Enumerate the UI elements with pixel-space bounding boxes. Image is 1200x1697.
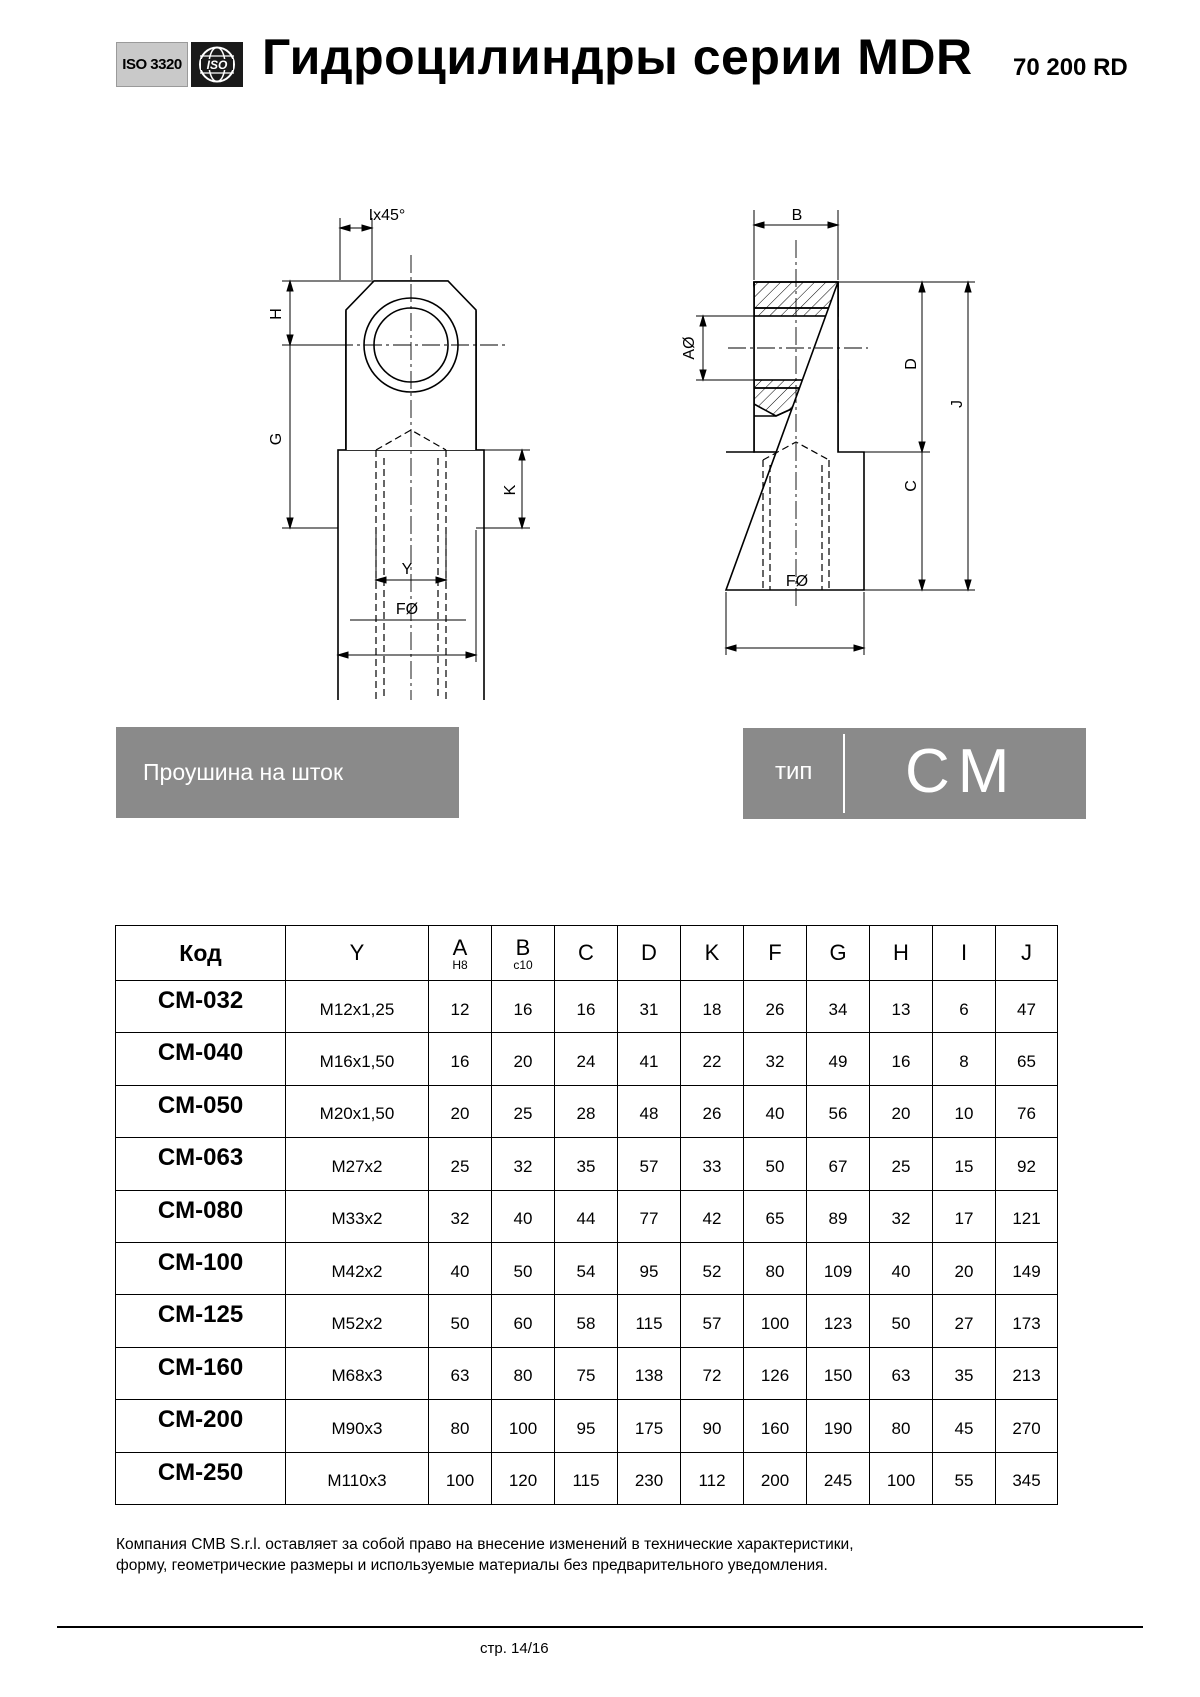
table-cell: 121 xyxy=(996,1190,1058,1242)
product-code-cell: CM-040 xyxy=(116,1033,286,1085)
table-header-row xyxy=(116,926,1058,981)
table-cell: 45 xyxy=(933,1400,996,1452)
table-cell: 270 xyxy=(996,1400,1058,1452)
table-cell: 16 xyxy=(429,1033,492,1085)
table-cell: 16 xyxy=(492,981,555,1033)
table-cell: 109 xyxy=(807,1242,870,1294)
dimensions-table xyxy=(115,925,1058,1505)
table-cell: 16 xyxy=(555,981,618,1033)
table-cell: 26 xyxy=(681,1085,744,1137)
table-cell: 213 xyxy=(996,1347,1058,1399)
column-header-tolerance: c10 xyxy=(513,958,533,972)
dim-label-d: D xyxy=(903,358,920,370)
table-cell: 95 xyxy=(555,1400,618,1452)
column-header-f xyxy=(744,926,807,981)
dim-label-f-front: FØ xyxy=(395,601,419,618)
table-cell: 75 xyxy=(555,1347,618,1399)
table-cell: 67 xyxy=(807,1138,870,1190)
product-code-cell: CM-080 xyxy=(116,1190,286,1242)
table-cell: 50 xyxy=(744,1138,807,1190)
table-cell: 149 xyxy=(996,1242,1058,1294)
table-cell: 150 xyxy=(807,1347,870,1399)
table-cell: 63 xyxy=(870,1347,933,1399)
table-cell: 138 xyxy=(618,1347,681,1399)
table-cell: 65 xyxy=(744,1190,807,1242)
table-cell: 32 xyxy=(744,1033,807,1085)
product-name-box xyxy=(116,727,459,818)
product-code-cell: CM-063 xyxy=(116,1138,286,1190)
table-cell: 115 xyxy=(555,1452,618,1504)
table-cell: 32 xyxy=(870,1190,933,1242)
table-cell: 6 xyxy=(933,981,996,1033)
page-title: Гидроцилиндры серии MDR xyxy=(262,29,973,85)
table-cell: M27x2 xyxy=(286,1138,429,1190)
table-cell: 63 xyxy=(429,1347,492,1399)
table-cell: 175 xyxy=(618,1400,681,1452)
table-cell: 20 xyxy=(429,1085,492,1137)
table-cell: 28 xyxy=(555,1085,618,1137)
table-cell: 42 xyxy=(681,1190,744,1242)
table-cell: 100 xyxy=(429,1452,492,1504)
table-cell: 200 xyxy=(744,1452,807,1504)
table-cell: 26 xyxy=(744,981,807,1033)
table-cell: 40 xyxy=(870,1242,933,1294)
table-cell: 126 xyxy=(744,1347,807,1399)
disclaimer-line-1: Компания CMB S.r.l. оставляет за собой право на внесение изменений в технические характеристики, xyxy=(116,1536,854,1553)
column-header-g xyxy=(807,926,870,981)
table-cell: M42x2 xyxy=(286,1242,429,1294)
column-header-a xyxy=(429,926,492,981)
table-cell: 20 xyxy=(933,1242,996,1294)
disclaimer-line-2: форму, геометрические размеры и используемые материалы без предварительного уведомления. xyxy=(116,1557,828,1574)
product-type-box xyxy=(743,728,1086,819)
table-cell: 76 xyxy=(996,1085,1058,1137)
table-cell: 50 xyxy=(870,1295,933,1347)
table-cell: 230 xyxy=(618,1452,681,1504)
column-header-d xyxy=(618,926,681,981)
column-header-i xyxy=(933,926,996,981)
dim-label-y: Y xyxy=(401,561,413,578)
table-cell: M33x2 xyxy=(286,1190,429,1242)
table-cell: 44 xyxy=(555,1190,618,1242)
product-code-cell: CM-032 xyxy=(116,981,286,1033)
iso-standard-badge: ISO 3320 xyxy=(116,42,188,87)
dim-label-chamfer: Ix45° xyxy=(368,207,406,224)
table-cell: 52 xyxy=(681,1242,744,1294)
table-cell: 35 xyxy=(933,1347,996,1399)
table-cell: 33 xyxy=(681,1138,744,1190)
table-row xyxy=(116,1295,1058,1347)
table-cell: 25 xyxy=(492,1085,555,1137)
table-row xyxy=(116,1033,1058,1085)
column-header-label: F xyxy=(768,940,782,965)
column-header-label: K xyxy=(704,940,720,965)
table-cell: 58 xyxy=(555,1295,618,1347)
table-cell: 80 xyxy=(492,1347,555,1399)
table-cell: 123 xyxy=(807,1295,870,1347)
product-code-cell: CM-160 xyxy=(116,1347,286,1399)
table-cell: 20 xyxy=(492,1033,555,1085)
product-code-cell: CM-250 xyxy=(116,1452,286,1504)
table-row xyxy=(116,1190,1058,1242)
column-header-label: A xyxy=(452,935,468,960)
column-header-label: J xyxy=(1021,940,1032,965)
disclaimer-note xyxy=(116,1534,854,1576)
column-header-k xyxy=(681,926,744,981)
table-cell: 12 xyxy=(429,981,492,1033)
table-row xyxy=(116,1138,1058,1190)
document-code: 70 200 RD xyxy=(1013,54,1128,81)
table-cell: 60 xyxy=(492,1295,555,1347)
column-header-label: Код xyxy=(179,939,222,966)
table-cell: 25 xyxy=(870,1138,933,1190)
table-row xyxy=(116,1242,1058,1294)
table-cell: 25 xyxy=(429,1138,492,1190)
table-cell: 115 xyxy=(618,1295,681,1347)
table-cell: 10 xyxy=(933,1085,996,1137)
column-header-label: D xyxy=(641,940,657,965)
table-cell: 49 xyxy=(807,1033,870,1085)
product-code-cell: CM-050 xyxy=(116,1085,286,1137)
table-cell: 22 xyxy=(681,1033,744,1085)
table-cell: 50 xyxy=(492,1242,555,1294)
column-header-code xyxy=(116,926,286,981)
table-cell: 20 xyxy=(870,1085,933,1137)
table-row xyxy=(116,1400,1058,1452)
column-header-label: C xyxy=(578,940,594,965)
table-cell: 54 xyxy=(555,1242,618,1294)
svg-text:ISO: ISO xyxy=(206,58,228,72)
table-body xyxy=(116,981,1058,1505)
table-cell: 112 xyxy=(681,1452,744,1504)
table-cell: 160 xyxy=(744,1400,807,1452)
type-divider xyxy=(843,734,845,813)
column-header-h xyxy=(870,926,933,981)
table-cell: 100 xyxy=(870,1452,933,1504)
table-cell: 80 xyxy=(744,1242,807,1294)
table-cell: 17 xyxy=(933,1190,996,1242)
column-header-b xyxy=(492,926,555,981)
table-cell: 80 xyxy=(870,1400,933,1452)
table-cell: 245 xyxy=(807,1452,870,1504)
table-cell: 15 xyxy=(933,1138,996,1190)
table-cell: M90x3 xyxy=(286,1400,429,1452)
table-cell: 8 xyxy=(933,1033,996,1085)
column-header-y xyxy=(286,926,429,981)
table-cell: M16x1,50 xyxy=(286,1033,429,1085)
column-header-label: H xyxy=(893,940,909,965)
footer-divider xyxy=(57,1626,1143,1628)
table-cell: 35 xyxy=(555,1138,618,1190)
type-value: CM xyxy=(905,737,1018,806)
type-label: тип xyxy=(775,758,813,785)
dim-label-b: B xyxy=(791,207,803,224)
table-cell: 100 xyxy=(492,1400,555,1452)
dim-label-j: J xyxy=(949,400,966,408)
table-cell: 92 xyxy=(996,1138,1058,1190)
table-cell: 100 xyxy=(744,1295,807,1347)
table-cell: M20x1,50 xyxy=(286,1085,429,1137)
table-cell: 27 xyxy=(933,1295,996,1347)
dim-label-a: AØ xyxy=(681,336,698,360)
product-code-cell: CM-125 xyxy=(116,1295,286,1347)
table-cell: M68x3 xyxy=(286,1347,429,1399)
table-cell: 57 xyxy=(618,1138,681,1190)
table-cell: 80 xyxy=(429,1400,492,1452)
table-row xyxy=(116,1452,1058,1504)
table-row xyxy=(116,1085,1058,1137)
table-cell: 32 xyxy=(429,1190,492,1242)
column-header-label: B xyxy=(515,935,531,960)
table-cell: 90 xyxy=(681,1400,744,1452)
table-cell: M52x2 xyxy=(286,1295,429,1347)
table-cell: 65 xyxy=(996,1033,1058,1085)
table-cell: 40 xyxy=(744,1085,807,1137)
column-header-label: G xyxy=(829,940,847,965)
table-row xyxy=(116,1347,1058,1399)
iso-globe-logo xyxy=(191,42,243,87)
table-cell: 41 xyxy=(618,1033,681,1085)
table-cell: 13 xyxy=(870,981,933,1033)
column-header-label: I xyxy=(960,940,968,965)
dim-label-k: K xyxy=(502,484,519,496)
table-cell: 345 xyxy=(996,1452,1058,1504)
table-cell: M110x3 xyxy=(286,1452,429,1504)
table-cell: 89 xyxy=(807,1190,870,1242)
table-cell: 77 xyxy=(618,1190,681,1242)
page-number: стр. 14/16 xyxy=(480,1640,549,1657)
dim-label-f-side: FØ xyxy=(785,573,809,590)
product-name: Проушина на шток xyxy=(143,759,344,785)
table-row xyxy=(116,981,1058,1033)
column-header-j xyxy=(996,926,1058,981)
table-cell: 72 xyxy=(681,1347,744,1399)
table-cell: 40 xyxy=(429,1242,492,1294)
table-cell: 55 xyxy=(933,1452,996,1504)
product-code-cell: CM-100 xyxy=(116,1242,286,1294)
column-header-label: Y xyxy=(349,940,365,965)
dim-label-h: H xyxy=(268,308,285,320)
technical-drawing xyxy=(0,180,1200,700)
table-cell: 57 xyxy=(681,1295,744,1347)
side-view xyxy=(726,282,864,590)
column-header-c xyxy=(555,926,618,981)
table-cell: M12x1,25 xyxy=(286,981,429,1033)
table-cell: 24 xyxy=(555,1033,618,1085)
table-cell: 31 xyxy=(618,981,681,1033)
table-cell: 173 xyxy=(996,1295,1058,1347)
table-cell: 48 xyxy=(618,1085,681,1137)
table-cell: 32 xyxy=(492,1138,555,1190)
table-cell: 47 xyxy=(996,981,1058,1033)
dim-label-c: C xyxy=(903,480,920,492)
table-cell: 16 xyxy=(870,1033,933,1085)
table-cell: 18 xyxy=(681,981,744,1033)
table-cell: 120 xyxy=(492,1452,555,1504)
table-cell: 190 xyxy=(807,1400,870,1452)
table-cell: 34 xyxy=(807,981,870,1033)
table-cell: 40 xyxy=(492,1190,555,1242)
table-cell: 95 xyxy=(618,1242,681,1294)
table-cell: 56 xyxy=(807,1085,870,1137)
dim-label-g: G xyxy=(268,432,285,446)
table-cell: 50 xyxy=(429,1295,492,1347)
product-code-cell: CM-200 xyxy=(116,1400,286,1452)
column-header-tolerance: H8 xyxy=(452,958,468,972)
